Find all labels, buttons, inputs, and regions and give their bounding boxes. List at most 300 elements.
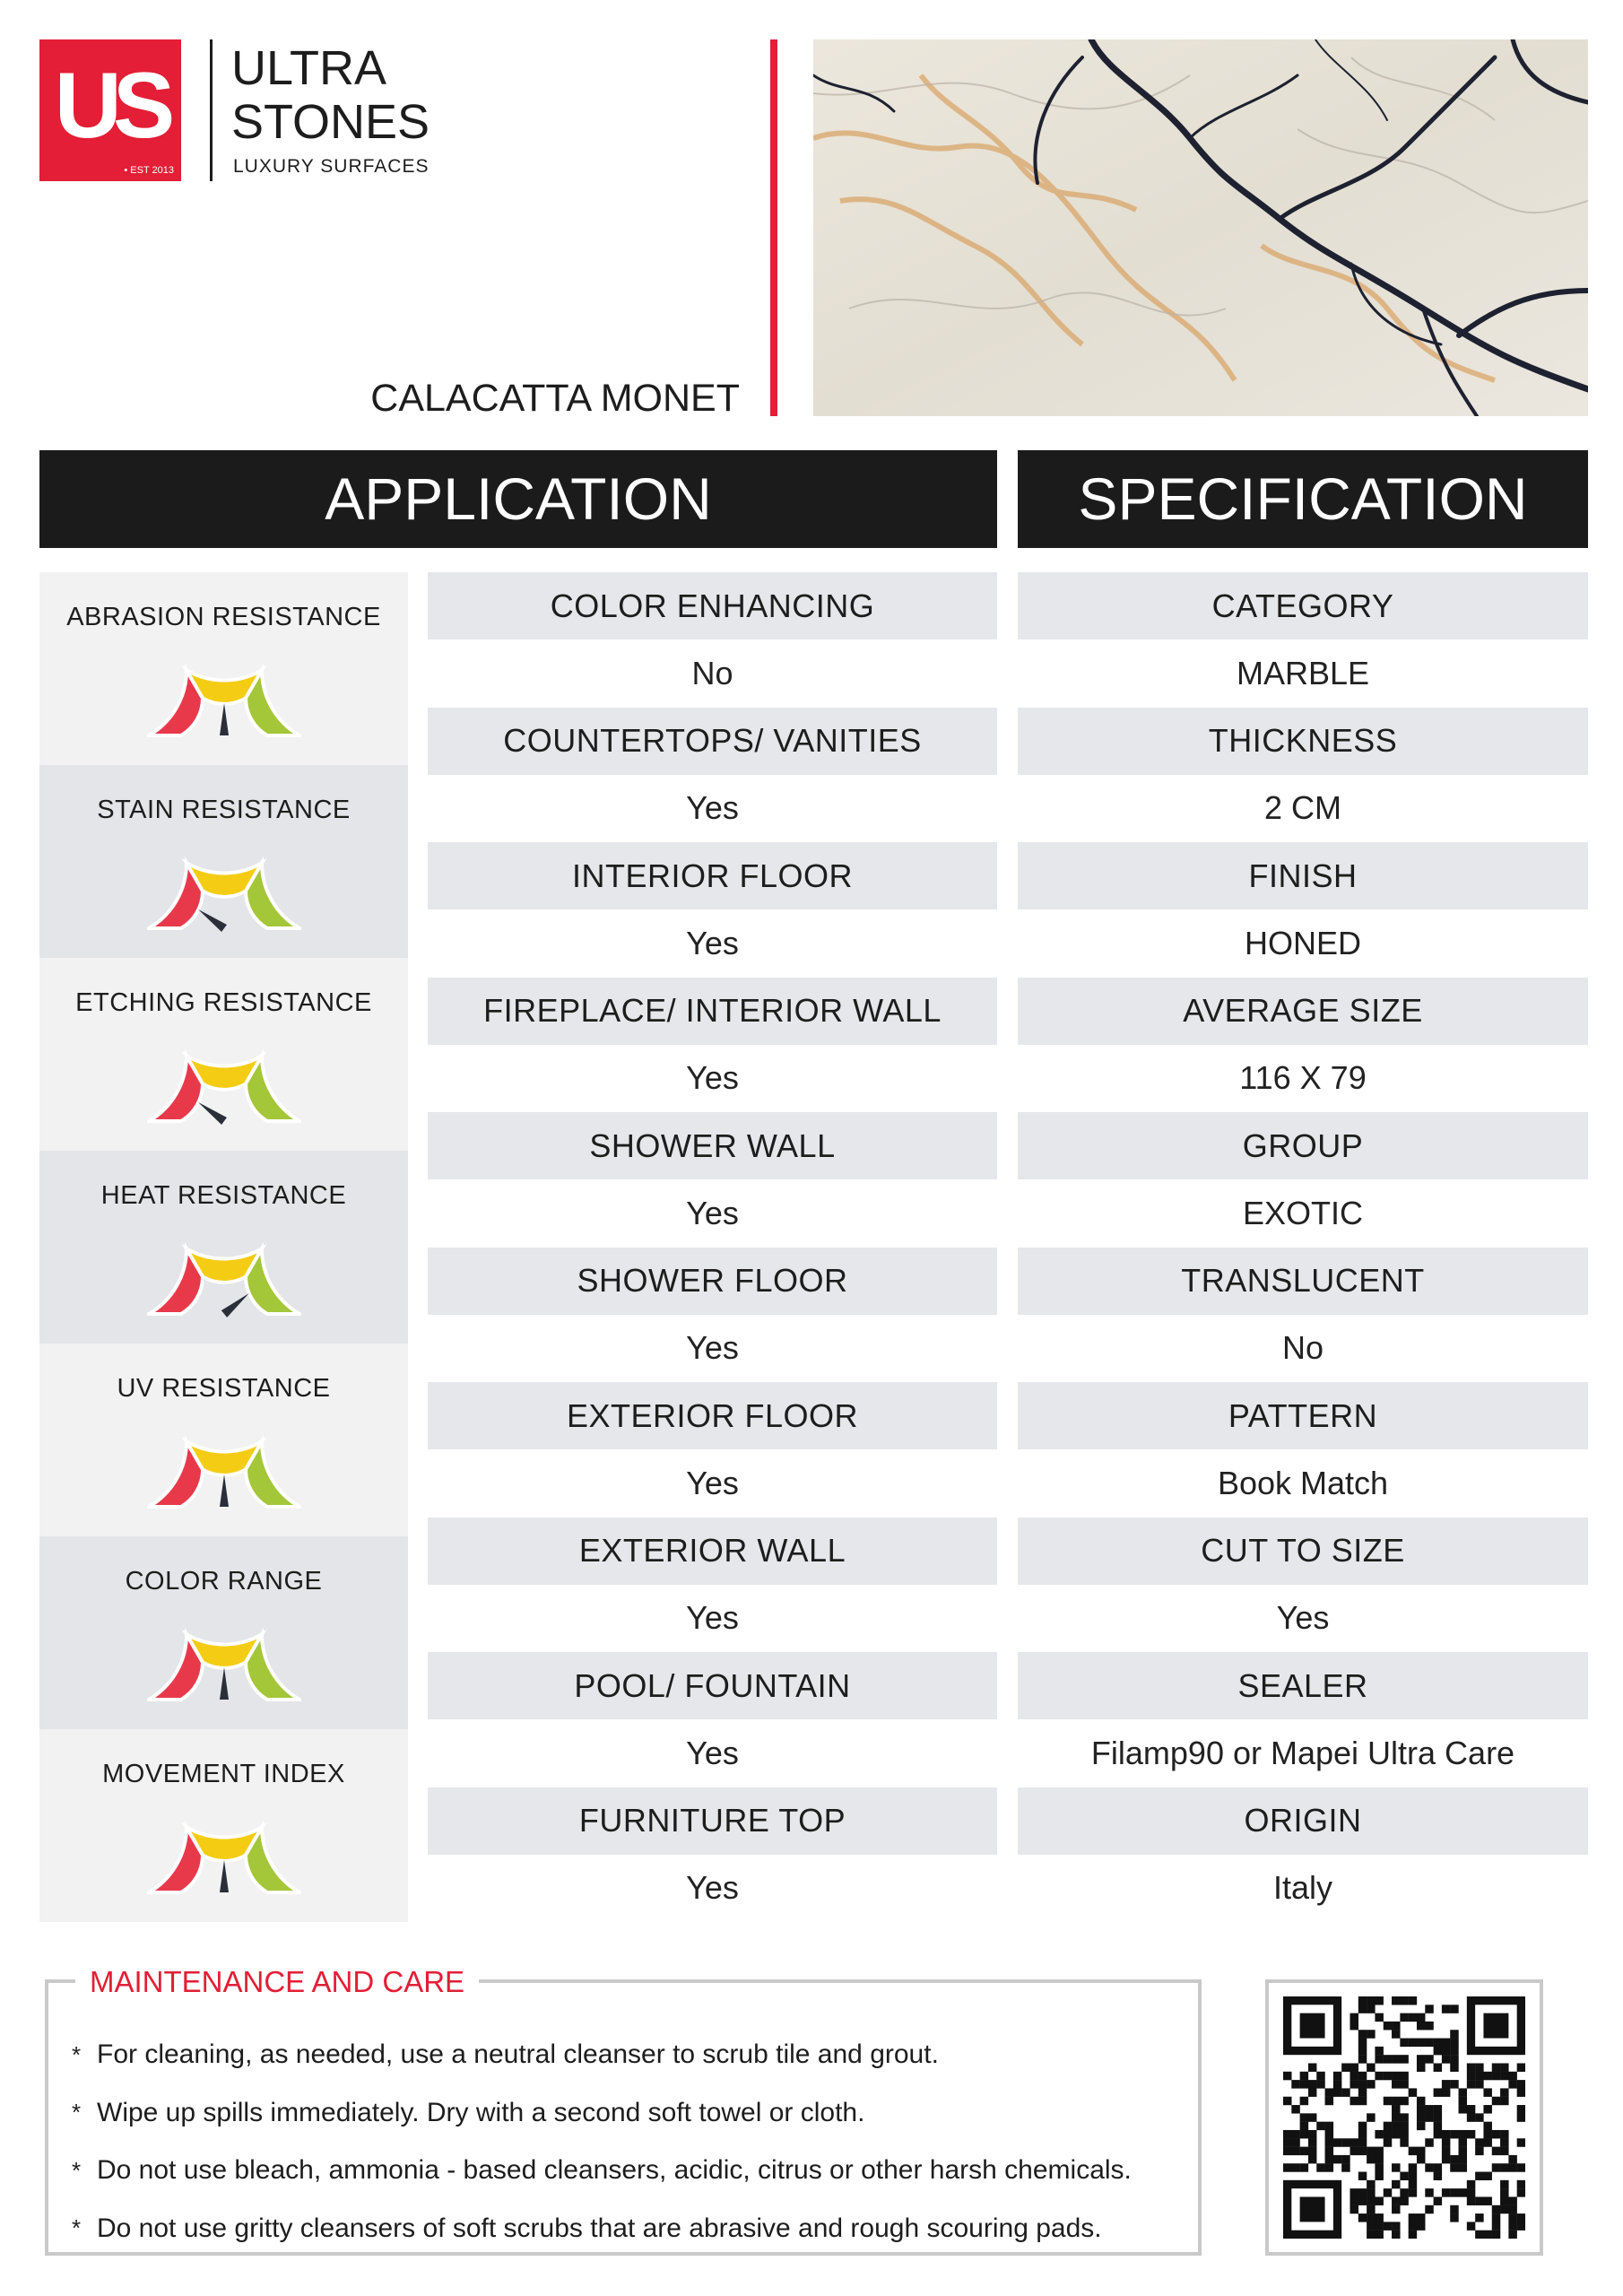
qr-module	[1483, 2138, 1491, 2146]
qr-module	[1450, 2063, 1458, 2071]
table-row-value: No	[1018, 1315, 1588, 1382]
marble-slab-image	[813, 39, 1588, 416]
qr-module	[1333, 2072, 1341, 2080]
gauge-etching	[39, 958, 408, 1151]
qr-module	[1333, 2155, 1341, 2163]
qr-module	[1358, 2080, 1367, 2088]
gauge-dial-icon	[147, 658, 301, 744]
qr-module	[1409, 2188, 1417, 2196]
qr-module	[1417, 2022, 1425, 2030]
qr-module	[1350, 2188, 1358, 2196]
qr-module	[1367, 2063, 1375, 2071]
qr-module	[1400, 2055, 1408, 2063]
maintenance-title: MAINTENANCE AND CARE	[75, 1965, 479, 1999]
qr-module	[1434, 2130, 1442, 2138]
qr-module	[1508, 2231, 1516, 2239]
qr-module	[1450, 2205, 1458, 2213]
qr-module	[1475, 2231, 1483, 2239]
qr-module	[1350, 2196, 1358, 2205]
qr-module	[1400, 1996, 1408, 2005]
table-row-label: EXTERIOR FLOOR	[428, 1382, 997, 1449]
qr-module	[1434, 2063, 1442, 2071]
qr-module	[1341, 2088, 1350, 2096]
qr-module	[1300, 2113, 1308, 2121]
qr-module	[1325, 2138, 1333, 2146]
qr-module	[1450, 2163, 1458, 2171]
table-row-label: INTERIOR FLOOR	[428, 842, 997, 909]
gauge-stain	[39, 765, 408, 958]
qr-module	[1392, 2030, 1400, 2038]
qr-module	[1358, 2088, 1367, 2096]
qr-module	[1384, 2055, 1392, 2063]
qr-module	[1500, 2088, 1508, 2096]
qr-module	[1392, 2022, 1400, 2030]
qr-module	[1417, 2122, 1425, 2130]
qr-module	[1467, 2180, 1475, 2188]
qr-module	[1400, 2172, 1408, 2180]
qr-module	[1291, 2163, 1299, 2171]
qr-module	[1417, 2213, 1425, 2222]
qr-module	[1392, 2072, 1400, 2080]
qr-module	[1492, 2205, 1500, 2213]
qr-module	[1392, 1996, 1400, 2005]
qr-module	[1283, 2163, 1291, 2171]
qr-module	[1350, 2147, 1358, 2155]
marble-texture	[813, 39, 1588, 416]
qr-module	[1434, 2039, 1442, 2047]
qr-module	[1442, 2088, 1450, 2096]
qr-module	[1517, 2063, 1525, 2071]
gauge-label: HEAT RESISTANCE	[100, 1181, 347, 1210]
table-row-label: AVERAGE SIZE	[1018, 978, 1588, 1045]
qr-module	[1425, 2022, 1433, 2030]
qr-module	[1392, 2222, 1400, 2230]
qr-module	[1409, 2039, 1417, 2047]
gauge-label: STAIN RESISTANCE	[97, 796, 351, 824]
qr-module	[1517, 2222, 1525, 2230]
qr-module	[1400, 2013, 1408, 2022]
qr-module	[1483, 2196, 1491, 2205]
gauge-needle	[220, 703, 229, 735]
qr-module	[1392, 2113, 1400, 2121]
qr-module	[1283, 2097, 1291, 2105]
table-row-label: POOL/ FOUNTAIN	[428, 1652, 997, 1719]
gauge-dial-icon	[147, 1815, 301, 1901]
qr-module	[1358, 1996, 1367, 2005]
qr-module	[1500, 2196, 1508, 2205]
qr-module	[1434, 2113, 1442, 2121]
qr-module	[1500, 2097, 1508, 2105]
qr-module	[1475, 2147, 1483, 2155]
qr-module	[1417, 2055, 1425, 2063]
qr-module	[1350, 2072, 1358, 2080]
qr-module	[1425, 2113, 1433, 2121]
table-row-value: Yes	[428, 1719, 997, 1787]
qr-module	[1492, 2130, 1500, 2138]
qr-module	[1517, 2113, 1525, 2121]
qr-module	[1400, 2039, 1408, 2047]
qr-module	[1316, 2163, 1324, 2171]
qr-module	[1384, 2072, 1392, 2080]
qr-module	[1459, 2105, 1467, 2113]
qr-module	[1467, 2113, 1475, 2121]
qr-module	[1300, 2013, 1325, 2039]
qr-module	[1300, 2130, 1308, 2138]
qr-module	[1450, 2055, 1458, 2063]
list-item-text: Do not use gritty cleansers of soft scrubs that are abrasive and rough scouring pads.	[97, 2213, 1102, 2243]
qr-module	[1492, 2072, 1500, 2080]
qr-module	[1467, 2196, 1475, 2205]
qr-module	[1508, 2080, 1516, 2088]
qr-module	[1316, 2122, 1324, 2130]
qr-module	[1508, 2163, 1516, 2171]
qr-module	[1467, 2063, 1475, 2071]
qr-module	[1517, 2105, 1525, 2113]
resistance-gauges	[39, 572, 408, 1922]
qr-module	[1409, 2147, 1417, 2155]
qr-module	[1350, 2138, 1358, 2146]
qr-module	[1392, 2055, 1400, 2063]
table-row-label: THICKNESS	[1018, 708, 1588, 775]
gauge-dial-icon	[147, 1430, 301, 1516]
qr-module	[1409, 2213, 1417, 2222]
qr-module	[1425, 2188, 1433, 2196]
maintenance-box	[45, 1965, 1202, 2256]
application-table	[428, 572, 997, 1922]
qr-module	[1467, 2105, 1475, 2113]
gauge-color-range	[39, 1536, 408, 1729]
qr-module	[1350, 2063, 1358, 2071]
qr-module	[1375, 2047, 1383, 2055]
qr-module	[1425, 2005, 1433, 2013]
qr-module	[1325, 2122, 1333, 2130]
gauge-movement	[39, 1729, 408, 1922]
qr-module	[1483, 2105, 1491, 2113]
qr-module	[1358, 2039, 1367, 2047]
qr-module	[1400, 2138, 1408, 2146]
qr-module	[1392, 2196, 1400, 2205]
qr-module	[1300, 2163, 1308, 2171]
qr-module	[1367, 1996, 1375, 2005]
qr-module	[1367, 2213, 1375, 2222]
qr-module	[1350, 2205, 1358, 2213]
qr-module	[1500, 2163, 1508, 2171]
qr-module	[1400, 2113, 1408, 2121]
qr-module	[1308, 2088, 1316, 2096]
bullet-icon: *	[72, 2099, 82, 2126]
qr-module	[1417, 2222, 1425, 2230]
qr-module	[1341, 2063, 1350, 2071]
qr-module	[1450, 2080, 1458, 2088]
qr-module	[1508, 2213, 1516, 2222]
qr-module	[1467, 2130, 1475, 2138]
qr-module	[1459, 2138, 1467, 2146]
qr-module	[1442, 2039, 1450, 2047]
qr-module	[1442, 2130, 1450, 2138]
qr-module	[1517, 2180, 1525, 2188]
gauge-label: COLOR RANGE	[125, 1567, 323, 1596]
qr-module	[1409, 2088, 1417, 2096]
gauge-heat	[39, 1151, 408, 1344]
qr-module	[1467, 2072, 1475, 2080]
table-row-value: Filamp90 or Mapei Ultra Care	[1018, 1719, 1588, 1787]
qr-module	[1450, 2188, 1458, 2196]
table-row-label: SHOWER FLOOR	[428, 1248, 997, 1315]
qr-module	[1384, 2130, 1392, 2138]
gauge-needle	[198, 1102, 227, 1125]
qr-module	[1400, 2196, 1408, 2205]
table-row-label: FURNITURE TOP	[428, 1787, 997, 1855]
gauge-label: UV RESISTANCE	[117, 1374, 331, 1403]
qr-module	[1508, 2196, 1516, 2205]
qr-module	[1400, 2122, 1408, 2130]
qr-module	[1358, 2122, 1367, 2130]
table-row-label: ORIGIN	[1018, 1787, 1588, 1855]
gauge-label: ABRASION RESISTANCE	[66, 603, 381, 631]
qr-module	[1375, 2130, 1383, 2138]
qr-module	[1291, 2080, 1299, 2088]
qr-module	[1400, 2188, 1408, 2196]
qr-module	[1384, 2138, 1392, 2146]
table-row-label: SEALER	[1018, 1652, 1588, 1719]
qr-module	[1325, 2088, 1333, 2096]
brand-tagline: LUXURY SURFACES	[233, 156, 430, 177]
qr-module	[1417, 2063, 1425, 2071]
qr-module	[1367, 2196, 1375, 2205]
qr-module	[1367, 2222, 1375, 2230]
qr-module	[1450, 2039, 1458, 2047]
qr-module	[1308, 2155, 1316, 2163]
qr-module	[1492, 2222, 1500, 2230]
table-row-value: 116 X 79	[1018, 1045, 1588, 1112]
qr-module	[1417, 2097, 1425, 2105]
qr-module	[1450, 2213, 1458, 2222]
qr-module	[1500, 2072, 1508, 2080]
qr-module	[1492, 2163, 1500, 2171]
qr-module	[1459, 2088, 1467, 2096]
qr-module	[1500, 2130, 1508, 2138]
qr-module	[1392, 2097, 1400, 2105]
gauge-needle	[220, 1860, 229, 1892]
qr-module	[1434, 2088, 1442, 2096]
qr-code-icon[interactable]	[1283, 1996, 1525, 2239]
table-row-label: PATTERN	[1018, 1382, 1588, 1449]
qr-module	[1384, 2122, 1392, 2130]
qr-module	[1375, 2155, 1383, 2163]
qr-module	[1459, 2155, 1467, 2163]
qr-module	[1409, 2222, 1417, 2230]
qr-module	[1325, 2163, 1333, 2171]
qr-module	[1308, 2147, 1316, 2155]
qr-module	[1442, 2080, 1450, 2088]
product-name: CALACATTA MONET	[370, 377, 740, 420]
qr-module	[1467, 2080, 1475, 2088]
qr-module	[1467, 2222, 1475, 2230]
table-row-value: MARBLE	[1018, 639, 1588, 707]
qr-module	[1517, 2213, 1525, 2222]
qr-module	[1341, 2138, 1350, 2146]
qr-module	[1350, 2080, 1358, 2088]
qr-module	[1283, 2138, 1291, 2146]
qr-module	[1341, 2163, 1350, 2171]
qr-module	[1434, 2105, 1442, 2113]
qr-module	[1483, 2013, 1508, 2039]
brand-logo	[39, 39, 181, 181]
list-item	[72, 2142, 1132, 2200]
qr-module	[1425, 2163, 1433, 2171]
application-header: APPLICATION	[39, 450, 997, 548]
qr-module	[1367, 2180, 1375, 2188]
qr-module	[1492, 2231, 1500, 2239]
qr-module	[1409, 2163, 1417, 2171]
qr-module	[1409, 2013, 1417, 2022]
table-row-value: Yes	[428, 1855, 997, 1922]
gauge-dial-icon	[147, 1044, 301, 1130]
qr-module	[1517, 2088, 1525, 2096]
list-item-text: Do not use bleach, ammonia - based cleansers, acidic, citrus or other harsh chemicals.	[97, 2155, 1132, 2186]
qr-module	[1450, 2030, 1458, 2038]
qr-module	[1291, 2130, 1299, 2138]
qr-module	[1375, 2013, 1383, 2022]
logo-established: • EST 2013	[124, 165, 174, 176]
qr-module	[1434, 2196, 1442, 2205]
qr-module	[1409, 2172, 1417, 2180]
qr-module	[1500, 2138, 1508, 2146]
qr-module	[1392, 2205, 1400, 2213]
gauge-dial-icon	[147, 851, 301, 937]
table-row-value: Yes	[1018, 1585, 1588, 1652]
qr-code-frame[interactable]	[1265, 1979, 1543, 2256]
qr-module	[1300, 2097, 1308, 2105]
qr-module	[1358, 2196, 1367, 2205]
specification-header: SPECIFICATION	[1018, 450, 1588, 548]
table-row-label: EXTERIOR WALL	[428, 1518, 997, 1585]
qr-module	[1500, 2180, 1508, 2188]
gauge-uv	[39, 1344, 408, 1536]
qr-module	[1442, 2155, 1450, 2163]
qr-module	[1341, 2155, 1350, 2163]
qr-module	[1358, 2130, 1367, 2138]
qr-module	[1517, 2188, 1525, 2196]
list-item-text: Wipe up spills immediately. Dry with a second soft towel or cloth.	[97, 2097, 865, 2127]
qr-module	[1500, 2188, 1508, 2196]
qr-module	[1291, 2105, 1299, 2113]
table-row-value: Book Match	[1018, 1449, 1588, 1517]
qr-module	[1475, 2072, 1483, 2080]
qr-module	[1475, 2213, 1483, 2222]
qr-module	[1475, 2080, 1483, 2088]
qr-module	[1442, 2055, 1450, 2063]
table-row-value: Italy	[1018, 1855, 1588, 1922]
table-row-label: COLOR ENHANCING	[428, 572, 997, 639]
qr-module	[1308, 2130, 1316, 2138]
qr-module	[1358, 2030, 1367, 2038]
qr-module	[1500, 2147, 1508, 2155]
accent-bar	[770, 39, 777, 416]
qr-module	[1291, 2147, 1299, 2155]
qr-module	[1375, 2222, 1383, 2230]
qr-module	[1508, 2205, 1516, 2213]
qr-module	[1384, 2222, 1392, 2230]
qr-module	[1434, 2163, 1442, 2171]
qr-module	[1400, 2072, 1408, 2080]
qr-module	[1375, 2231, 1383, 2239]
qr-module	[1442, 2188, 1450, 2196]
qr-module	[1367, 2205, 1375, 2213]
qr-module	[1316, 2072, 1324, 2080]
gauge-needle	[221, 1293, 249, 1318]
qr-module	[1308, 2063, 1316, 2071]
list-item	[72, 2200, 1132, 2258]
qr-module	[1300, 2080, 1308, 2088]
qr-module	[1459, 2163, 1467, 2171]
qr-module	[1367, 2113, 1375, 2121]
gauge-needle	[198, 909, 227, 932]
qr-module	[1409, 2231, 1417, 2239]
qr-module	[1308, 2113, 1316, 2121]
table-row-value: Yes	[428, 1315, 997, 1382]
qr-module	[1375, 2213, 1383, 2222]
qr-module	[1283, 2130, 1291, 2138]
table-row-label: SHOWER WALL	[428, 1112, 997, 1179]
table-row-value: Yes	[428, 909, 997, 977]
table-row-value: 2 CM	[1018, 775, 1588, 842]
qr-module	[1300, 2147, 1308, 2155]
qr-module	[1325, 2130, 1333, 2138]
qr-module	[1350, 2013, 1358, 2022]
bullet-icon: *	[72, 2156, 82, 2184]
qr-module	[1392, 2180, 1400, 2188]
qr-module	[1417, 2147, 1425, 2155]
qr-module	[1417, 2039, 1425, 2047]
gauge-dial-icon	[147, 1622, 301, 1709]
qr-module	[1350, 2022, 1358, 2030]
qr-module	[1425, 2055, 1433, 2063]
qr-module	[1367, 2080, 1375, 2088]
qr-module	[1375, 1996, 1383, 2005]
table-row-label: TRANSLUCENT	[1018, 1248, 1588, 1315]
qr-module	[1375, 2147, 1383, 2155]
qr-module	[1358, 2172, 1367, 2180]
qr-module	[1434, 2172, 1442, 2180]
brand-name-line1: ULTRA	[231, 41, 387, 95]
qr-module	[1384, 2188, 1392, 2196]
qr-module	[1442, 2147, 1450, 2155]
qr-module	[1300, 2122, 1308, 2130]
qr-module	[1417, 2155, 1425, 2163]
gauge-abrasion	[39, 572, 408, 765]
qr-module	[1483, 2130, 1491, 2138]
qr-module	[1492, 2063, 1500, 2071]
qr-module	[1392, 2080, 1400, 2088]
qr-module	[1442, 2047, 1450, 2055]
table-row-value: Yes	[428, 1045, 997, 1112]
gauge-dial-icon	[147, 1237, 301, 1323]
qr-module	[1375, 2163, 1383, 2171]
qr-module	[1392, 2122, 1400, 2130]
qr-module	[1392, 2130, 1400, 2138]
table-row-label: FINISH	[1018, 842, 1588, 909]
qr-module	[1459, 2097, 1467, 2105]
qr-module	[1367, 2155, 1375, 2163]
qr-module	[1358, 2213, 1367, 2222]
qr-module	[1500, 2205, 1508, 2213]
qr-module	[1425, 2105, 1433, 2113]
qr-module	[1442, 2005, 1450, 2013]
logo-divider	[210, 39, 213, 181]
qr-module	[1392, 2231, 1400, 2239]
qr-module	[1300, 2196, 1325, 2222]
